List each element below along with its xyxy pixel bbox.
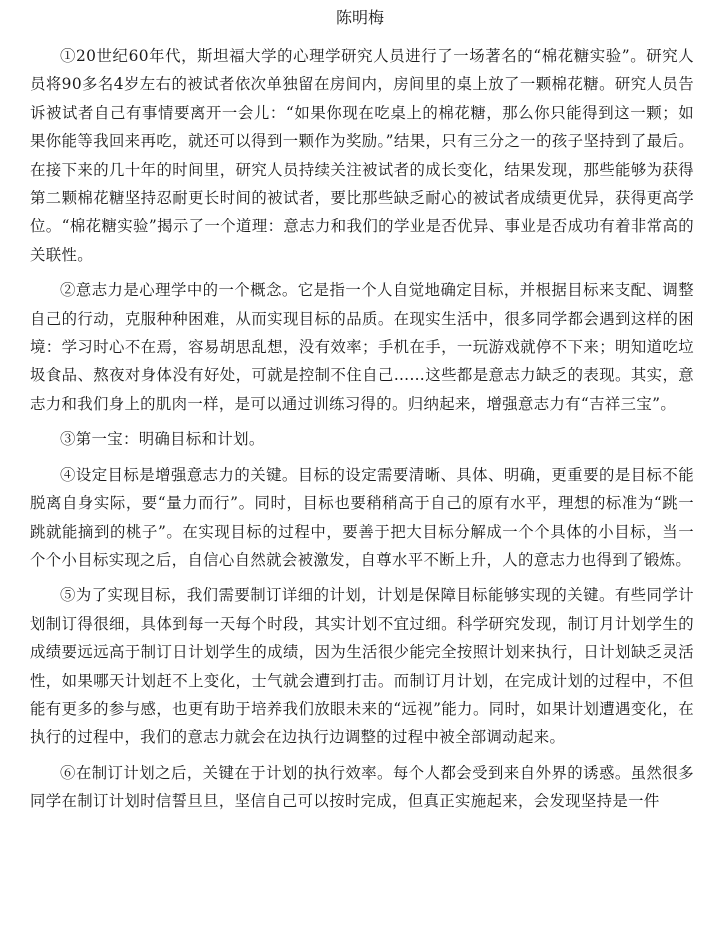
paragraph-6: ⑥在制订计划之后，关键在于计划的执行效率。每个人都会受到来自外界的诱惑。虽然很多同学在制订计划时信誓旦旦，坚信自己可以按时完成，但真正实施起来，会发现坚持是一件 [30,763,694,811]
paragraph-3: ③第一宝：明确目标和计划。 [60,430,265,449]
paragraph-5: ⑤为了实现目标，我们需要制订详细的计划，计划是保障目标能够实现的关键。有些同学计划制订得很细，具体到每一天每个时段，其实计划不宜过细。科学研究发现，制订月计划学生的成绩要远远高于制订日计划学生的成绩，因为生活很少能完全按照计划来执行，日计划缺乏灵活性，如果哪天计划赶不上变化，士气就会遭到打击。而制订月计划，在完成计划的过程中，不但能有更多的参与感，也更有助于培养我们放眼未来的“远视”能力。同时，如果计划遭遇变化，在执行的过程中，我们的意志力就会在边执行边调整的过程中被全部调动起来。 [30,586,694,747]
article-body [30,42,694,823]
paragraph-1: ①20世纪60年代，斯坦福大学的心理学研究人员进行了一场著名的“棉花糖实验”。研究人员将90多名4岁左右的被试者依次单独留在房间内，房间里的桌上放了一颗棉花糖。研究人员告诉被试者自己有事情要离开一会儿：“如果你现在吃桌上的棉花糖，那么你只能得到这一颗；如果你能等我回来再吃，就还可以得到一颗作为奖励。”结果，只有三分之一的孩子坚持到了最后。在接下来的几十年的时间里，研究人员持续关注被试者的成长变化，结果发现，那些能够为获得第二颗棉花糖坚持忍耐更长时间的被试者，要比那些缺乏耐心的被试者成绩更优异，获得更高学位。“棉花糖实验”揭示了一个道理：意志力和我们的学业是否优异、事业是否成功有着非常高的关联性。 [30,47,694,264]
paragraph-2: ②意志力是心理学中的一个概念。它是指一个人自觉地确定目标，并根据目标来支配、调整自己的行动，克服种种困难，从而实现目标的品质。在现实生活中，很多同学都会遇到这样的困境：学习时心不在焉，容易胡思乱想，没有效率；手机在手，一玩游戏就停不下来；明知道吃垃圾食品、熬夜对身体没有好处，可就是控制不住自己……这些都是意志力缺乏的表现。其实，意志力和我们身上的肌肉一样，是可以通过训练习得的。归纳起来，增强意志力有“吉祥三宝”。 [30,281,694,413]
author-name: 陈明梅 [335,8,384,27]
paragraph-4: ④设定目标是增强意志力的关键。目标的设定需要清晰、具体、明确，更重要的是目标不能脱离自身实际，要“量力而行”。同时，目标也要稍稍高于自己的原有水平，理想的标准为“跳一跳就能摘到的桃子”。在实现目标的过程中，要善于把大目标分解成一个个具体的小目标，当一个个小目标实现之后，自信心自然就会被激发，自尊水平不断上升，人的意志力也得到了锻炼。 [30,465,694,569]
